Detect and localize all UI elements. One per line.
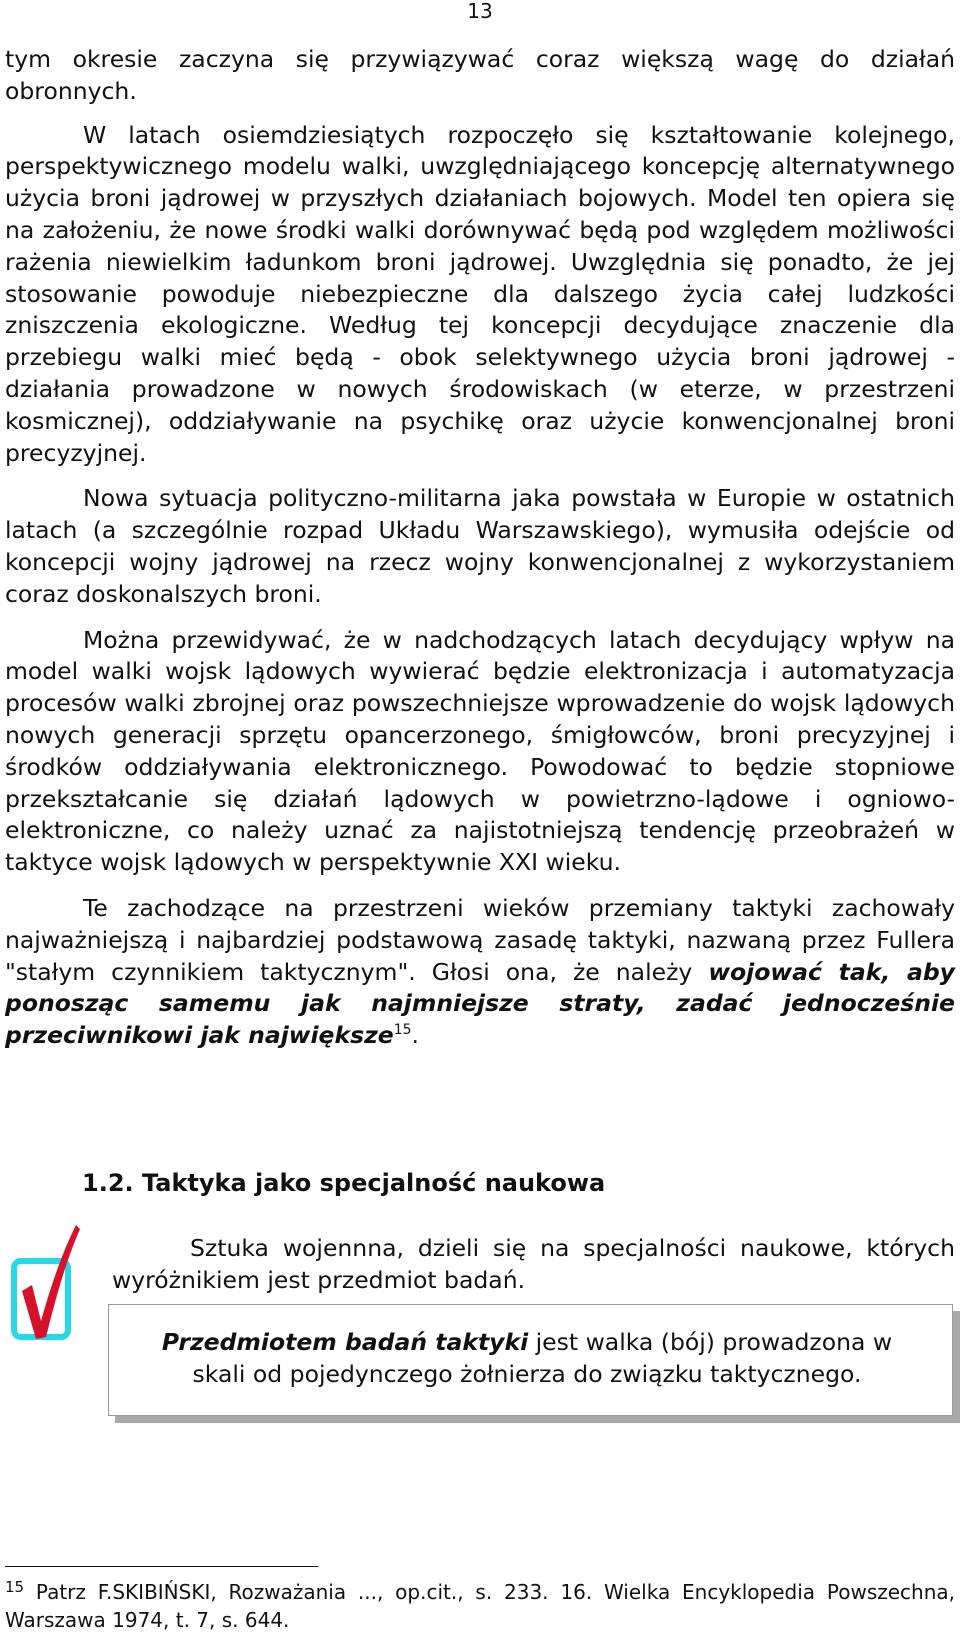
footnote-reference: 15 — [393, 1022, 412, 1039]
fuller-text: Te zachodzące na przestrzeni wieków przemiany taktyki zachowały najważniejszą i najbardziej podstawową zasadę taktyki, nazwaną przez Fullera "stałym czynnikiem taktycznym". Głosi ona, że należy — [5, 893, 955, 986]
paragraph-fuller-principle — [5, 893, 955, 1052]
paragraph-eighties-model: W latach osiemdziesiątych rozpoczęło się kształtowanie kolejnego, perspektywicznego modelu walki, uwzględniającego koncepcję alternatywnego użycia broni jądrowej w przyszłych działaniach bojowych. Model ten opiera się na założeniu, że nowe środki walki dorównywać będą pod względem możliwości rażenia niewielkim ładunkom broni jądrowej. Uwzględnia się ponadto, że jej stosowanie powoduje niebezpieczne dla dalszego życia całej ludzkości zniszczenia ekologiczne. Według tej koncepcji decydujące znaczenie dla przebiegu walki mieć będą - obok selektywnego użycia broni jądrowej - działania prowadzone w nowych środowiskach (w eterze, w przestrzeni kosmicznej), oddziaływanie na psychikę oraz użycie konwencjonalnej broni precyzyjnej. — [5, 120, 955, 467]
fuller-end: . — [411, 1021, 420, 1050]
definition-box — [108, 1304, 953, 1416]
footnote-text: Patrz F.SKIBIŃSKI, Rozważania ..., op.cit., s. 233. 16. Wielka Encyklopedia Powszechna, Warszawa 1974, t. 7, s. 644. — [5, 1580, 955, 1632]
body-text — [5, 44, 955, 1052]
definition-text — [137, 1326, 917, 1390]
specialty-text: Sztuka wojennna, dzieli się na specjalności naukowe, których wyróżnikiem jest przedmiot badań. — [112, 1234, 955, 1294]
definition-term: Przedmiotem badań taktyki — [161, 1328, 529, 1356]
footnote-separator — [5, 1566, 318, 1567]
footnote — [5, 1578, 955, 1634]
paragraph-continuation: tym okresie zaczyna się przywiązywać coraz większą wagę do działań obronnych. — [5, 45, 955, 105]
fuller-emphasis: wojować tak, aby ponosząc samemu jak najmniejsze straty, zadać jednocześnie przeciwnikowi jak największe — [5, 957, 955, 1050]
page-number: 13 — [467, 0, 493, 23]
section-heading: 1.2. Taktyka jako specjalność naukowa — [82, 1169, 606, 1197]
paragraph-political-situation: Nowa sytuacja polityczno-militarna jaka powstała w Europie w ostatnich latach (a szczególnie rozpad Układu Warszawskiego), wymusiła odejście od koncepcji wojny jądrowej na rzecz wojny konwencjonalnej z wykorzystaniem coraz doskonalszych broni. — [5, 484, 955, 608]
paragraph-future-trends: Można przewidywać, że w nadchodzących latach decydujący wpływ na model walki wojsk lądowych wywierać będzie elektronizacja i automatyzacja procesów walki zbrojnej oraz powszechniejsze wprowadzenie do wojsk lądowych nowych generacji sprzętu opancerzonego, śmigłowców, broni precyzyjnej i środków oddziaływania elektronicznego. Powodować to będzie stopniowe przekształcanie się działań lądowych w powietrzno-lądowe i ogniowo-elektroniczne, co należy uznać za najistotniejszą tendencję przeobrażeń w taktyce wojsk lądowych w perspektywnie XXI wieku. — [5, 625, 955, 877]
definition-body: jest walka (bój) prowadzona w skali od pojedynczego żołnierza do związku taktycznego. — [192, 1328, 893, 1388]
checkmark-icon — [10, 1225, 80, 1351]
footnote-marker: 15 — [5, 1578, 25, 1596]
